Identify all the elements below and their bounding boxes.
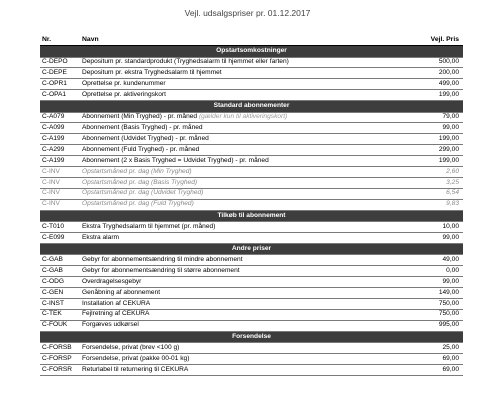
item-name-cell (80, 320, 388, 331)
item-name-cell (80, 277, 388, 288)
item-number: C-TEK (40, 309, 80, 320)
item-name-cell (80, 298, 388, 309)
item-name-cell (80, 188, 388, 199)
table-row (40, 320, 463, 331)
item-name: Gebyr for abonnementsændring til større abonnement (82, 266, 240, 274)
item-number: C-T010 (40, 222, 80, 233)
item-price: 199,00 (388, 134, 463, 145)
item-number: C-A199 (40, 156, 80, 167)
item-name: Forsendelse, privat (pakke 00-01 kg) (82, 354, 190, 362)
item-price: 299,00 (388, 145, 463, 156)
table-row (40, 364, 463, 375)
item-name: Abonnement (2 x Basis Tryghed = Udvidet Tryghed) - pr. måned (82, 156, 269, 164)
table-row (40, 266, 463, 277)
section-header-row (40, 331, 463, 343)
item-price: 3,25 (388, 177, 463, 188)
item-price: 199,00 (388, 156, 463, 167)
table-row (40, 123, 463, 134)
item-name: Oprettelse pr. kundenummer (82, 79, 166, 87)
item-number: C-INV (40, 177, 80, 188)
item-number: C-FORSR (40, 364, 80, 375)
table-row (40, 222, 463, 233)
item-price: 149,00 (388, 288, 463, 299)
item-name: Abonnement (Fuld Tryghed) - pr. måned (82, 145, 200, 153)
item-name-cell (80, 167, 388, 178)
section-title: Andre priser (40, 243, 463, 255)
table-row (40, 68, 463, 79)
item-note: (gælder kun til aktiveringskort) (198, 113, 288, 121)
item-name-cell (80, 199, 388, 210)
item-name-cell (80, 123, 388, 134)
item-number: C-ODG (40, 277, 80, 288)
item-price: 199,00 (388, 90, 463, 101)
item-price: 6,54 (388, 188, 463, 199)
section-title: Opstartsomkostninger (40, 46, 463, 58)
item-name-cell (80, 156, 388, 167)
table-row (40, 167, 463, 178)
item-name: Forsendelse, privat (brev <100 g) (82, 343, 180, 351)
item-number: C-DEPO (40, 57, 80, 68)
item-name: Oprettelse pr. aktiveringskort (82, 90, 166, 98)
item-number: C-FORSP (40, 353, 80, 364)
item-number: C-A299 (40, 145, 80, 156)
item-name-cell (80, 353, 388, 364)
item-name-cell (80, 68, 388, 79)
item-name: Fejlretning af CEKURA (82, 310, 150, 318)
table-row (40, 277, 463, 288)
table-row (40, 90, 463, 101)
price-table-body (40, 46, 463, 376)
item-price: 750,00 (388, 298, 463, 309)
item-number: C-FORSB (40, 343, 80, 354)
column-header-nr: Nr. (40, 36, 80, 46)
item-name-cell (80, 79, 388, 90)
section-title: Standard abonnementer (40, 101, 463, 113)
item-name-cell (80, 288, 388, 299)
item-price: 10,00 (388, 222, 463, 233)
item-price: 49,00 (388, 255, 463, 266)
item-name: Opstartsmåned pr. dag (Fuld Tryghed) (82, 200, 194, 208)
section-header-row (40, 210, 463, 222)
section-header-row (40, 243, 463, 255)
table-row (40, 188, 463, 199)
item-name: Abonnement (Basis Tryghed) - pr. måned (82, 124, 203, 132)
item-name: Depositum pr. standardprodukt (Tryghedsalarm til hjemmet eller farten) (82, 58, 289, 66)
item-price: 2,60 (388, 167, 463, 178)
item-number: C-INV (40, 199, 80, 210)
item-price: 69,00 (388, 364, 463, 375)
item-name-cell (80, 222, 388, 233)
item-number: C-GAB (40, 266, 80, 277)
table-row (40, 156, 463, 167)
section-header-row (40, 46, 463, 58)
item-number: C-GAB (40, 255, 80, 266)
section-title: Forsendelse (40, 331, 463, 343)
item-name: Returlabel til returnering til CEKURA (82, 365, 189, 373)
table-row (40, 177, 463, 188)
item-price: 0,00 (388, 266, 463, 277)
item-number: C-GEN (40, 288, 80, 299)
item-number: C-A099 (40, 123, 80, 134)
item-name-cell (80, 232, 388, 243)
item-price: 99,00 (388, 123, 463, 134)
item-name-cell (80, 177, 388, 188)
item-number: C-FOUK (40, 320, 80, 331)
item-name-cell (80, 266, 388, 277)
table-row (40, 112, 463, 123)
item-number: C-INV (40, 188, 80, 199)
item-number: C-INV (40, 167, 80, 178)
item-price: 99,00 (388, 232, 463, 243)
table-row (40, 134, 463, 145)
item-name-cell (80, 255, 388, 266)
item-number: C-INST (40, 298, 80, 309)
item-number: C-E099 (40, 232, 80, 243)
item-name: Forgæves udkørsel (82, 321, 139, 329)
item-number: C-DEPE (40, 68, 80, 79)
item-number: C-A199 (40, 134, 80, 145)
item-name-cell (80, 364, 388, 375)
item-name: Overdragelsesgebyr (82, 277, 142, 285)
table-row (40, 298, 463, 309)
item-name: Gebyr for abonnementsændring til mindre abonnement (82, 256, 243, 263)
section-header-row (40, 101, 463, 113)
item-name-cell (80, 343, 388, 354)
item-price: 69,00 (388, 353, 463, 364)
item-name-cell (80, 145, 388, 156)
item-price: 499,00 (388, 79, 463, 90)
item-name: Installation af CEKURA (82, 299, 151, 307)
item-price: 750,00 (388, 309, 463, 320)
table-row (40, 353, 463, 364)
item-name: Opstartsmåned pr. dag (Min Tryghed) (82, 167, 192, 175)
table-row (40, 255, 463, 266)
table-row (40, 288, 463, 299)
document-title: Vejl. udsalgspriser pr. 01.12.2017 (184, 8, 311, 18)
item-price: 25,00 (388, 343, 463, 354)
item-price: 500,00 (388, 57, 463, 68)
item-number: C-OPA1 (40, 90, 80, 101)
table-row (40, 309, 463, 320)
table-row (40, 57, 463, 68)
item-name: Opstartsmåned pr. dag (Basis Tryghed) (82, 178, 198, 186)
table-row (40, 145, 463, 156)
item-price: 79,00 (388, 112, 463, 123)
item-name-cell (80, 309, 388, 320)
table-row (40, 343, 463, 354)
item-price: 9,83 (388, 199, 463, 210)
item-number: C-A079 (40, 112, 80, 123)
item-name: Ekstra Tryghedsalarm til hjemmet (pr. måned) (82, 222, 216, 230)
column-header-price: Vejl. Pris (388, 36, 463, 46)
item-name: Opstartsmåned pr. dag (Udvidet Tryghed) (82, 189, 204, 197)
table-row (40, 199, 463, 210)
item-name: Abonnement (Min Tryghed) - pr. måned (82, 113, 198, 121)
price-table (40, 36, 463, 376)
item-name-cell (80, 112, 388, 123)
table-row (40, 232, 463, 243)
section-title: Tilkøb til abonnement (40, 210, 463, 222)
column-header-name: Navn (80, 36, 388, 46)
item-price: 200,00 (388, 68, 463, 79)
item-name: Genåbning af abonnement (82, 288, 161, 296)
item-name: Depositum pr. ekstra Tryghedsalarm til hjemmet (82, 69, 222, 77)
item-name-cell (80, 90, 388, 101)
item-price: 99,00 (388, 277, 463, 288)
table-header-row (40, 36, 463, 46)
table-row (40, 79, 463, 90)
item-name-cell (80, 134, 388, 145)
item-name: Ekstra alarm (82, 233, 120, 241)
item-name: Abonnement (Udvidet Tryghed) - pr. måned (82, 134, 209, 142)
item-name-cell (80, 57, 388, 68)
item-price: 995,00 (388, 320, 463, 331)
item-number: C-OPR1 (40, 79, 80, 90)
